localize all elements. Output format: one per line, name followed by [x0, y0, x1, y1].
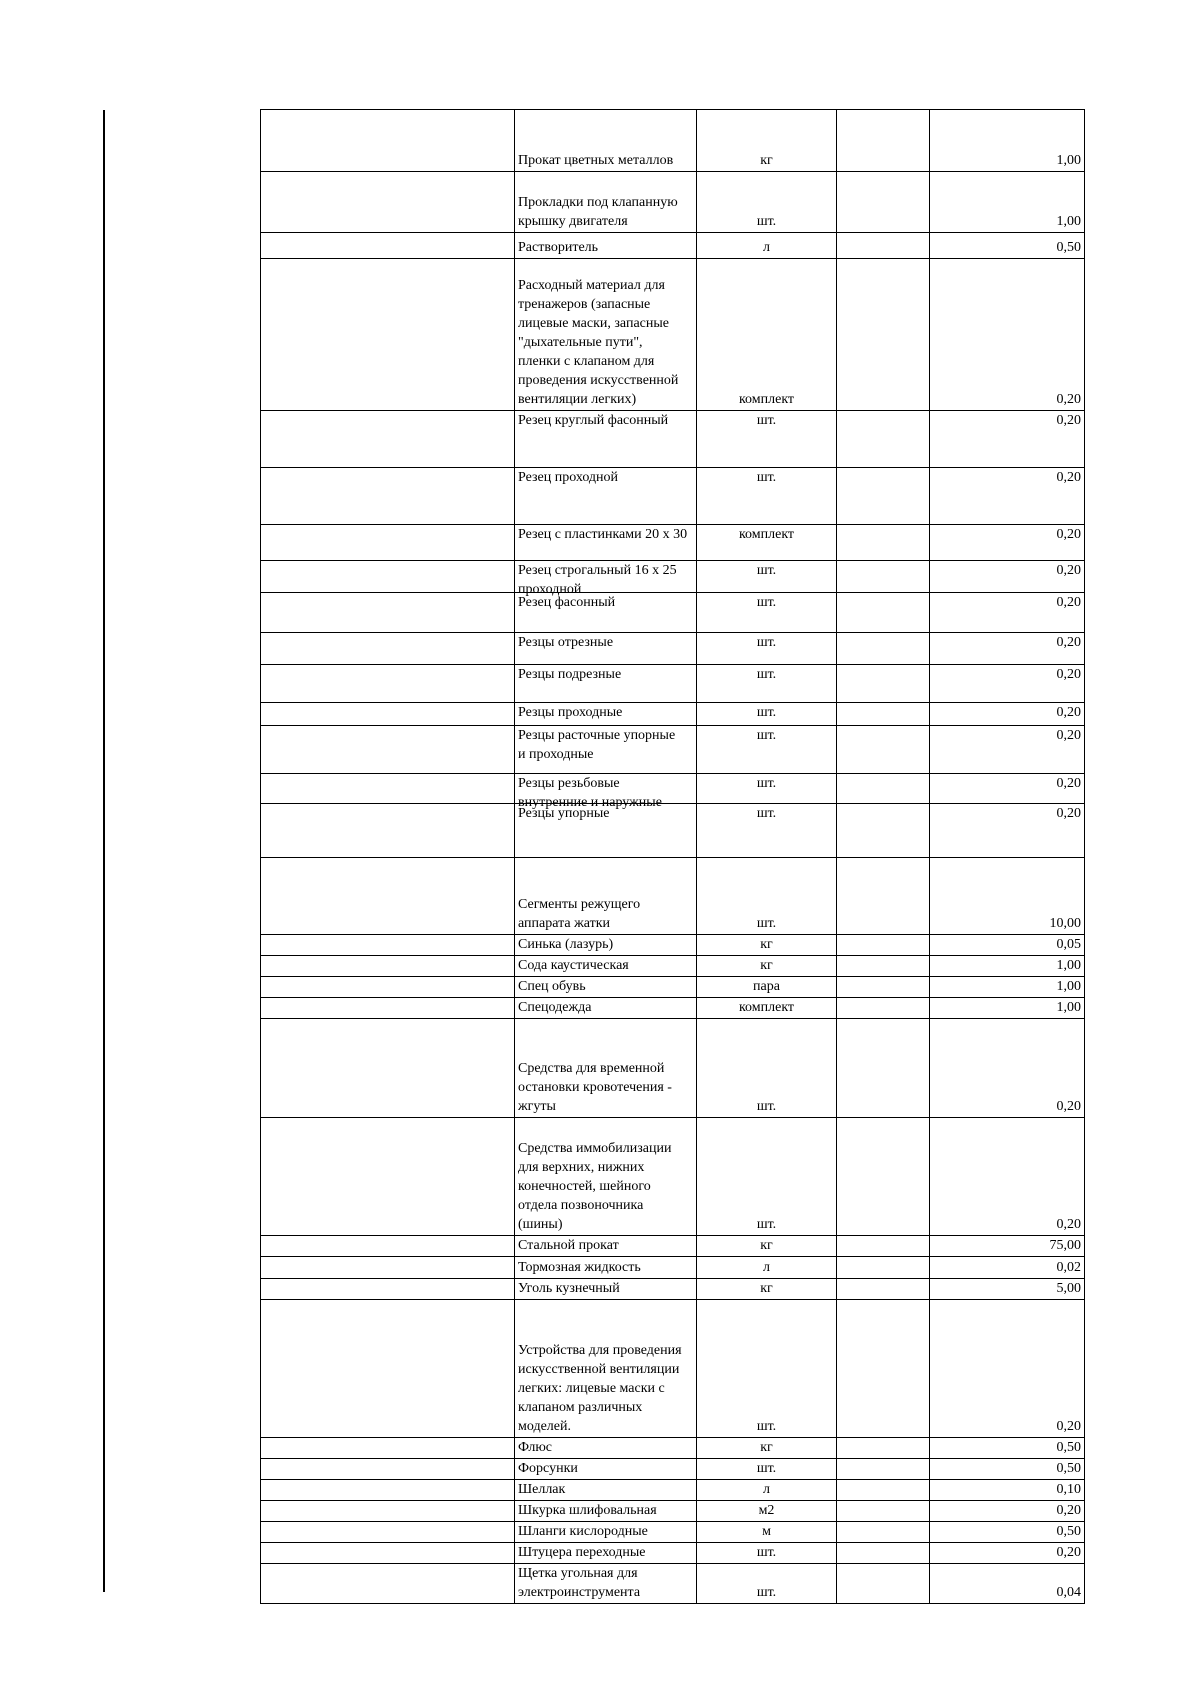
quantity-cell: 0,20: [930, 1019, 1085, 1118]
item-name-cell: Резцы отрезные: [515, 633, 697, 665]
empty-cell: [837, 1543, 930, 1564]
table-row: [261, 468, 1085, 525]
empty-cell: [837, 1480, 930, 1501]
empty-cell: [837, 1300, 930, 1438]
quantity-cell: 0,20: [930, 525, 1085, 561]
empty-cell: [261, 1019, 515, 1118]
item-name-cell: Резцы проходные: [515, 703, 697, 726]
materials-table: [260, 109, 1085, 1604]
empty-cell: [261, 525, 515, 561]
quantity-cell: 1,00: [930, 956, 1085, 977]
unit-cell: шт.: [697, 1459, 837, 1480]
item-name-cell: [515, 525, 697, 561]
unit-cell: шт.: [697, 593, 837, 633]
quantity-cell: 0,20: [930, 468, 1085, 525]
unit-cell: шт.: [697, 1019, 837, 1118]
empty-cell: [261, 1522, 515, 1543]
empty-cell: [837, 804, 930, 858]
quantity-cell: 0,20: [930, 726, 1085, 774]
item-name-cell: Растворитель: [515, 233, 697, 259]
quantity-cell: 0,20: [930, 561, 1085, 593]
table-row: [261, 1300, 1085, 1438]
empty-cell: [261, 411, 515, 468]
empty-cell: [837, 665, 930, 703]
item-name-cell: Сода каустическая: [515, 956, 697, 977]
item-name-cell: Спецодежда: [515, 998, 697, 1019]
table-row: [261, 561, 1085, 593]
empty-cell: [837, 1459, 930, 1480]
table-row: [261, 774, 1085, 804]
empty-cell: [261, 233, 515, 259]
quantity-cell: 0,50: [930, 1459, 1085, 1480]
materials-table-body: [261, 110, 1085, 1604]
table-row: [261, 593, 1085, 633]
unit-cell: л: [697, 233, 837, 259]
unit-cell: шт.: [697, 172, 837, 233]
unit-cell: шт.: [697, 1564, 837, 1604]
item-name-cell: Штуцера переходные: [515, 1543, 697, 1564]
quantity-cell: 1,00: [930, 998, 1085, 1019]
table-row: [261, 1480, 1085, 1501]
empty-cell: [837, 172, 930, 233]
empty-cell: [837, 858, 930, 935]
empty-cell: [837, 233, 930, 259]
table-row: [261, 259, 1085, 411]
empty-cell: [837, 774, 930, 804]
unit-cell: шт.: [697, 1300, 837, 1438]
unit-cell: л: [697, 1480, 837, 1501]
empty-cell: [261, 259, 515, 411]
item-name-cell: Резцы расточные упорные и проходные: [515, 726, 697, 774]
empty-cell: [837, 1438, 930, 1459]
empty-cell: [837, 110, 930, 172]
table-row: [261, 411, 1085, 468]
empty-cell: [837, 1501, 930, 1522]
table-row: [261, 935, 1085, 956]
unit-cell: шт.: [697, 774, 837, 804]
empty-cell: [261, 998, 515, 1019]
quantity-cell: 0,50: [930, 1522, 1085, 1543]
empty-cell: [261, 1564, 515, 1604]
unit-cell: шт.: [697, 804, 837, 858]
quantity-cell: 0,20: [930, 665, 1085, 703]
table-row: [261, 172, 1085, 233]
empty-cell: [261, 1501, 515, 1522]
table-row: [261, 233, 1085, 259]
unit-cell: м: [697, 1522, 837, 1543]
empty-cell: [261, 633, 515, 665]
quantity-cell: 0,20: [930, 1501, 1085, 1522]
unit-cell: шт.: [697, 1118, 837, 1236]
item-name-cell: [515, 774, 697, 810]
empty-cell: [837, 593, 930, 633]
quantity-cell: 0,10: [930, 1480, 1085, 1501]
empty-cell: [837, 703, 930, 726]
table-row: [261, 110, 1085, 172]
item-name-cell: Шланги кислородные: [515, 1522, 697, 1543]
quantity-cell: 75,00: [930, 1236, 1085, 1257]
empty-cell: [837, 525, 930, 561]
item-name-cell: Шкурка шлифовальная: [515, 1501, 697, 1522]
item-name-cell: Шеллак: [515, 1480, 697, 1501]
item-name-text: Резец с пластинками 20 х 30: [518, 527, 688, 542]
empty-cell: [261, 1459, 515, 1480]
table-row: [261, 1543, 1085, 1564]
quantity-cell: 0,20: [930, 633, 1085, 665]
empty-cell: [261, 1300, 515, 1438]
table-row: [261, 1118, 1085, 1236]
item-name-cell: Резец проходной: [515, 468, 697, 525]
empty-cell: [261, 110, 515, 172]
quantity-cell: 10,00: [930, 858, 1085, 935]
quantity-cell: 1,00: [930, 110, 1085, 172]
item-name-cell: Спец обувь: [515, 977, 697, 998]
empty-cell: [261, 726, 515, 774]
quantity-cell: 0,50: [930, 233, 1085, 259]
empty-cell: [837, 726, 930, 774]
unit-cell: шт.: [697, 561, 837, 593]
left-margin-rule: [103, 110, 105, 1592]
table-row: [261, 977, 1085, 998]
unit-cell: шт.: [697, 726, 837, 774]
empty-cell: [261, 1257, 515, 1279]
empty-cell: [261, 1543, 515, 1564]
quantity-cell: 0,20: [930, 411, 1085, 468]
empty-cell: [837, 259, 930, 411]
empty-cell: [837, 1019, 930, 1118]
item-name-cell: Устройства для проведения искусственной вентиляции легких: лицевые маски с клапаном различных моделей.: [515, 1300, 697, 1438]
item-name-cell: Форсунки: [515, 1459, 697, 1480]
item-name-cell: Стальной прокат: [515, 1236, 697, 1257]
table-row: [261, 1459, 1085, 1480]
quantity-cell: 0,20: [930, 774, 1085, 804]
item-name-cell: Средства для временной остановки кровотечения - жгуты: [515, 1019, 697, 1118]
item-name-cell: Расходный материал для тренажеров (запасные лицевые маски, запасные "дыхательные пути", пленки с клапаном для проведения искусственной вентиляции легких): [515, 259, 697, 411]
table-row: [261, 1279, 1085, 1300]
quantity-cell: 0,20: [930, 1118, 1085, 1236]
unit-cell: кг: [697, 956, 837, 977]
item-name-cell: Средства иммобилизации для верхних, нижних конечностей, шейного отдела позвоночника (шины): [515, 1118, 697, 1236]
table-row: [261, 726, 1085, 774]
empty-cell: [261, 593, 515, 633]
quantity-cell: 1,00: [930, 172, 1085, 233]
item-name-cell: Резец фасонный: [515, 593, 697, 633]
unit-cell: пара: [697, 977, 837, 998]
empty-cell: [261, 977, 515, 998]
empty-cell: [261, 703, 515, 726]
empty-cell: [837, 1564, 930, 1604]
materials-table-page: [260, 109, 1084, 1604]
unit-cell: комплект: [697, 998, 837, 1019]
quantity-cell: 0,05: [930, 935, 1085, 956]
empty-cell: [261, 1480, 515, 1501]
unit-cell: шт.: [697, 703, 837, 726]
empty-cell: [837, 1236, 930, 1257]
empty-cell: [261, 561, 515, 593]
quantity-cell: 0,20: [930, 1300, 1085, 1438]
table-row: [261, 1564, 1085, 1604]
unit-cell: м2: [697, 1501, 837, 1522]
unit-cell: кг: [697, 110, 837, 172]
unit-cell: шт.: [697, 858, 837, 935]
empty-cell: [837, 1257, 930, 1279]
unit-cell: комплект: [697, 259, 837, 411]
table-row: [261, 804, 1085, 858]
empty-cell: [837, 977, 930, 998]
table-row: [261, 1438, 1085, 1459]
item-name-cell: [515, 561, 697, 597]
empty-cell: [837, 468, 930, 525]
unit-cell: шт.: [697, 1543, 837, 1564]
item-name-cell: Уголь кузнечный: [515, 1279, 697, 1300]
item-name-cell: Резец круглый фасонный: [515, 411, 697, 468]
quantity-cell: 0,50: [930, 1438, 1085, 1459]
item-name-cell: Резцы упорные: [515, 804, 697, 858]
table-row: [261, 665, 1085, 703]
item-name-cell: Прокат цветных металлов: [515, 110, 697, 172]
quantity-cell: 5,00: [930, 1279, 1085, 1300]
quantity-cell: 0,04: [930, 1564, 1085, 1604]
quantity-cell: 1,00: [930, 977, 1085, 998]
unit-cell: кг: [697, 1438, 837, 1459]
empty-cell: [837, 956, 930, 977]
empty-cell: [261, 774, 515, 804]
quantity-cell: 0,20: [930, 703, 1085, 726]
empty-cell: [261, 665, 515, 703]
item-name-cell: Синька (лазурь): [515, 935, 697, 956]
empty-cell: [261, 172, 515, 233]
unit-cell: шт.: [697, 665, 837, 703]
unit-cell: кг: [697, 1236, 837, 1257]
item-name-text: Резцы резьбовые внутренние и наружные: [518, 776, 662, 810]
empty-cell: [261, 1438, 515, 1459]
item-name-cell: Тормозная жидкость: [515, 1257, 697, 1279]
table-row: [261, 956, 1085, 977]
unit-cell: шт.: [697, 468, 837, 525]
empty-cell: [261, 956, 515, 977]
empty-cell: [261, 1279, 515, 1300]
empty-cell: [261, 858, 515, 935]
empty-cell: [837, 1118, 930, 1236]
item-name-cell: Прокладки под клапанную крышку двигателя: [515, 172, 697, 233]
unit-cell: шт.: [697, 411, 837, 468]
empty-cell: [837, 1279, 930, 1300]
table-row: [261, 1501, 1085, 1522]
quantity-cell: 0,20: [930, 259, 1085, 411]
table-row: [261, 633, 1085, 665]
empty-cell: [837, 998, 930, 1019]
empty-cell: [261, 935, 515, 956]
empty-cell: [837, 935, 930, 956]
empty-cell: [837, 561, 930, 593]
item-name-cell: Резцы подрезные: [515, 665, 697, 703]
item-name-text: Резец строгальный 16 х 25 проходной: [518, 563, 677, 597]
unit-cell: кг: [697, 935, 837, 956]
table-row: [261, 525, 1085, 561]
item-name-cell: Щетка угольная для электроинструмента: [515, 1564, 697, 1604]
table-row: [261, 858, 1085, 935]
item-name-cell: Сегменты режущего аппарата жатки: [515, 858, 697, 935]
empty-cell: [837, 1522, 930, 1543]
table-row: [261, 1236, 1085, 1257]
quantity-cell: 0,20: [930, 1543, 1085, 1564]
empty-cell: [837, 633, 930, 665]
table-row: [261, 1257, 1085, 1279]
empty-cell: [261, 468, 515, 525]
empty-cell: [837, 411, 930, 468]
unit-cell: л: [697, 1257, 837, 1279]
table-row: [261, 998, 1085, 1019]
item-name-cell: Флюс: [515, 1438, 697, 1459]
empty-cell: [261, 804, 515, 858]
unit-cell: шт.: [697, 633, 837, 665]
quantity-cell: 0,20: [930, 804, 1085, 858]
empty-cell: [261, 1118, 515, 1236]
table-row: [261, 1522, 1085, 1543]
table-row: [261, 703, 1085, 726]
quantity-cell: 0,20: [930, 593, 1085, 633]
empty-cell: [261, 1236, 515, 1257]
table-row: [261, 1019, 1085, 1118]
unit-cell: кг: [697, 1279, 837, 1300]
unit-cell: комплект: [697, 525, 837, 561]
quantity-cell: 0,02: [930, 1257, 1085, 1279]
